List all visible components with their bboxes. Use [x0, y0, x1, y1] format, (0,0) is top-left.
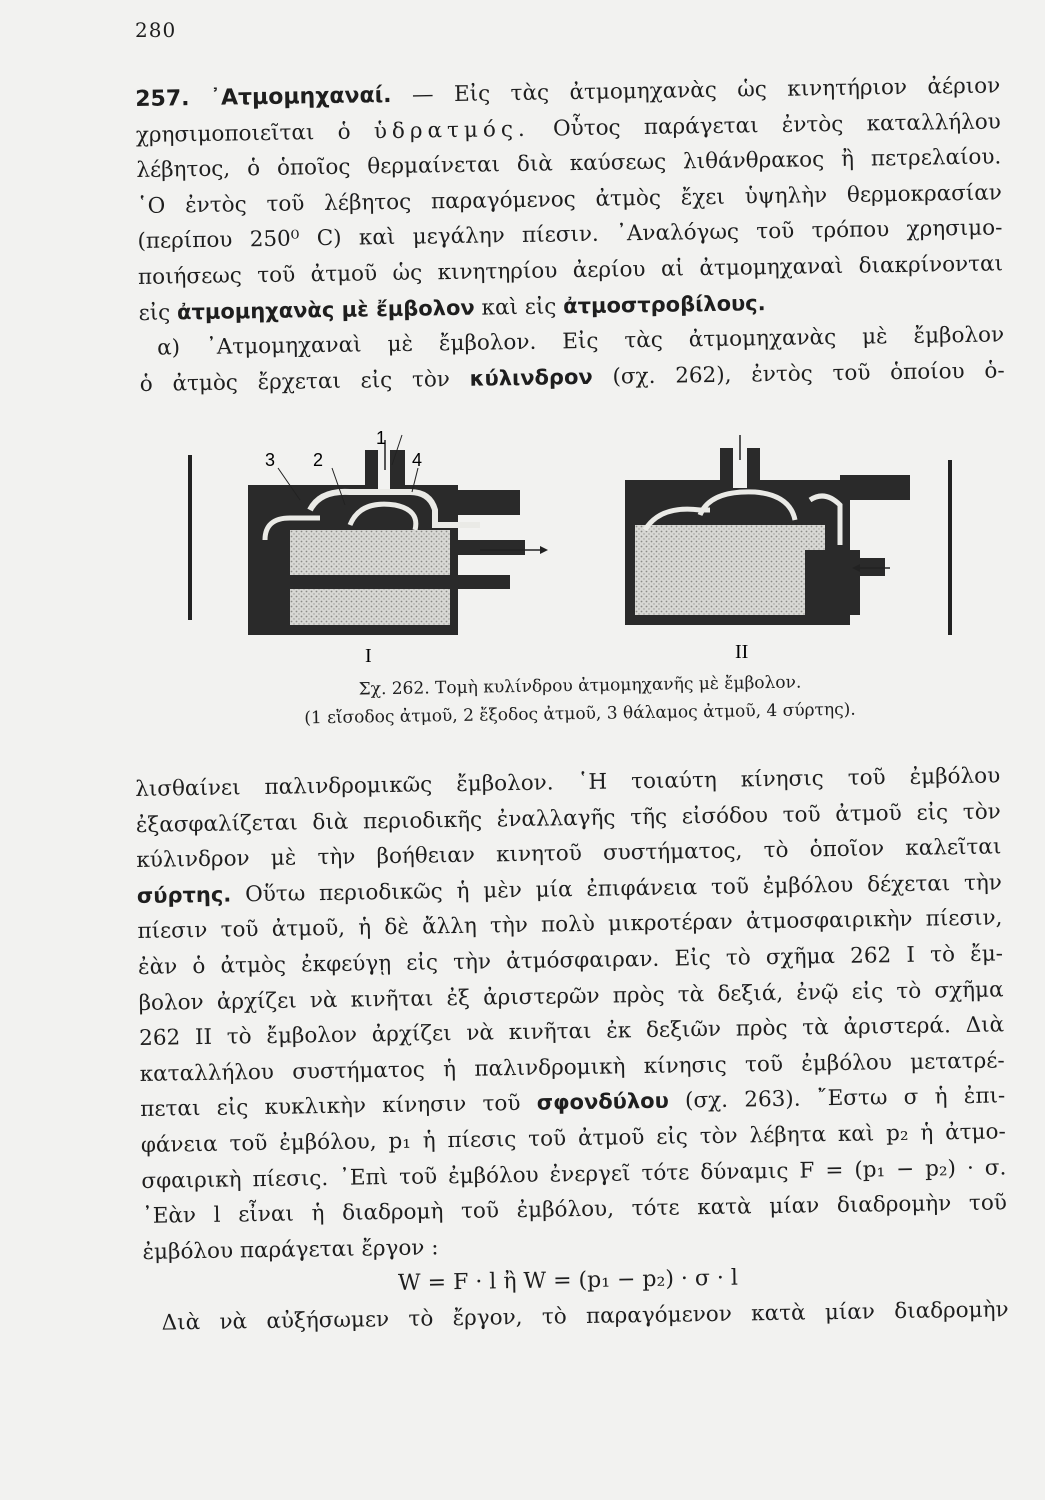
bold-term: κύλινδρον	[469, 364, 593, 391]
text-line: πεται εἰς κυκλικὴν κίνησιν τοῦ σφονδύλου (σχ. 263). ῎Εστω σ ἡ ἐπι-	[140, 1083, 1006, 1123]
text-line: σύρτης. Οὕτω περιοδικῶς ἡ μὲν μία ἐπιφάνεια τοῦ ἐμβόλου δέχεται τὴν	[136, 870, 1003, 908]
text-line: κύλινδρον μὲ τὴν βοήθειαν κινητοῦ συστήματος, τὸ ὁποῖον καλεῖται	[136, 834, 1002, 874]
section-number: 257.	[135, 86, 190, 112]
bold-term: ἀτμοστροβίλους.	[562, 290, 766, 318]
cylinder-diagram	[180, 430, 960, 680]
section-257-intro	[135, 68, 1005, 402]
section-title: ᾿Ατμομηχαναί.	[209, 82, 392, 111]
text-line: ἐξασφαλίζεται διὰ περιοδικῆς ἐναλλαγῆς τῆς εἰσόδου τοῦ ἀτμοῦ εἰς τὸν	[135, 799, 1001, 838]
text-line: χρησιμοποιεῖται ὁ ὑδρατμός. Οὗτος παράγεται ἐντὸς καταλλήλου	[135, 109, 1001, 148]
text-line: (περίπου 250⁰ C) καὶ μεγάλην πίεσιν. ᾿Αναλόγως τοῦ τρόπου χρησιμο-	[137, 215, 1003, 255]
text-line: καταλλήλου συστήματος ἡ παλινδρομικὴ κίνησις τοῦ ἐμβόλου μετατρέ-	[139, 1048, 1005, 1087]
section-heading-line: 257. ᾿Ατμομηχαναί. — Εἰς τὰς ἀτμομηχανὰς ὡς κινητήριον ἀέριον	[135, 73, 1001, 112]
text-line: βολον ἀρχίζει νὰ κινῆται ἐξ ἀριστερῶν πρὸς τὰ δεξιά, ἐνῷ εἰς τὸ σχῆμα	[138, 976, 1004, 1016]
text-line: ἐμβόλου παράγεται ἔργον :	[142, 1235, 439, 1265]
panel-label-ii: II	[735, 641, 749, 663]
text-line: 262 II τὸ ἔμβολον ἀρχίζει νὰ κινῆται ἐκ δεξιῶν πρὸς τὰ ἀριστερά. Διὰ	[138, 1012, 1005, 1052]
label-4: 4	[412, 450, 423, 470]
label-2: 2	[313, 450, 324, 470]
figure-262-cylinder-section	[180, 430, 960, 680]
panel-ii-drawing	[625, 435, 910, 625]
bold-term: σύρτης.	[136, 882, 232, 908]
spaced-term: ὑδρατμός.	[373, 116, 530, 144]
text-line: λισθαίνει παλινδρομικῶς ἔμβολον. ῾Η τοιαύτη κίνησις τοῦ ἐμβόλου	[135, 763, 1001, 802]
bold-term: ἀτμομηχανὰς μὲ ἔμβολον	[176, 295, 475, 324]
text-line: Διὰ νὰ αὐξήσωμεν τὸ ἔργον, τὸ παραγόμενον κατὰ μίαν διαδρομὴν	[161, 1297, 1009, 1336]
text-line: σφαιρικὴ πίεσις. ᾿Επὶ τοῦ ἐμβόλου ἐνεργεῖ τότε δύναμις F = (p₁ − p₂) · σ.	[141, 1154, 1007, 1194]
text-line: ὁ ἀτμὸς ἔρχεται εἰς τὸν κύλινδρον (σχ. 262), ἐντὸς τοῦ ὁποίου ὁ-	[139, 358, 1005, 397]
bold-term: σφονδύλου	[536, 1089, 669, 1116]
work-formula: W = F · l ἢ W = (p₁ − p₂) · σ · l	[397, 1265, 739, 1297]
page-number: 280	[135, 18, 177, 42]
text-line: φάνεια τοῦ ἐμβόλου, p₁ ἡ πίεσις τοῦ ἀτμοῦ εἰς τὸν λέβητα καὶ p₂ ἡ ἀτμο-	[140, 1119, 1006, 1158]
text-line: ῾Ο ἐντὸς τοῦ λέβητος παραγόμενος ἀτμὸς ἔχει ὑψηλὴν θερμοκρασίαν	[136, 180, 1003, 219]
text-line: ποιήσεως τοῦ ἀτμοῦ ὡς κινητηρίου ἀερίου αἱ ἀτμομηχαναὶ διακρίνονται	[137, 251, 1004, 290]
body-text	[135, 758, 1009, 1341]
panel-label-i: I	[365, 645, 372, 667]
figure-caption: Σχ. 262. Τομὴ κυλίνδρου ἀτμομηχανῆς μὲ ἔμβολον.	[358, 672, 802, 700]
label-3: 3	[265, 450, 276, 470]
panel-i-drawing	[248, 435, 548, 635]
figure-caption-legend: (1 εἴσοδος ἀτμοῦ, 2 ἔξοδος ἀτμοῦ, 3 θάλαμος ἀτμοῦ, 4 σύρτης).	[304, 699, 856, 729]
text-line: ᾿Εὰν l εἶναι ἡ διαδρομὴ τοῦ ἐμβόλου, τότε κατὰ μίαν διαδρομὴν τοῦ	[141, 1190, 1008, 1230]
text-line: πίεσιν τοῦ ἀτμοῦ, ἡ δὲ ἄλλη τὴν πολὺ μικροτέραν ἀτμοσφαιρικὴν πίεσιν,	[137, 905, 1003, 945]
subsection-line: α) ᾿Ατμομηχαναὶ μὲ ἔμβολον. Εἰς τὰς ἀτμομηχανὰς μὲ ἔμβολον	[156, 322, 1005, 361]
text-line: εἰς ἀτμομηχανὰς μὲ ἔμβολον καὶ εἰς ἀτμοστροβίλους.	[138, 290, 766, 326]
text-line: λέβητος, ὁ ὁποῖος θερμαίνεται διὰ καύσεως λιθάνθρακος ἢ πετρελαίου.	[136, 144, 1002, 184]
text-line: ἐὰν ὁ ἀτμὸς ἐκφεύγῃ εἰς τὴν ἀτμόσφαιραν. Εἰς τὸ σχῆμα 262 I τὸ ἔμ-	[137, 941, 1004, 980]
label-1: 1	[376, 430, 387, 448]
